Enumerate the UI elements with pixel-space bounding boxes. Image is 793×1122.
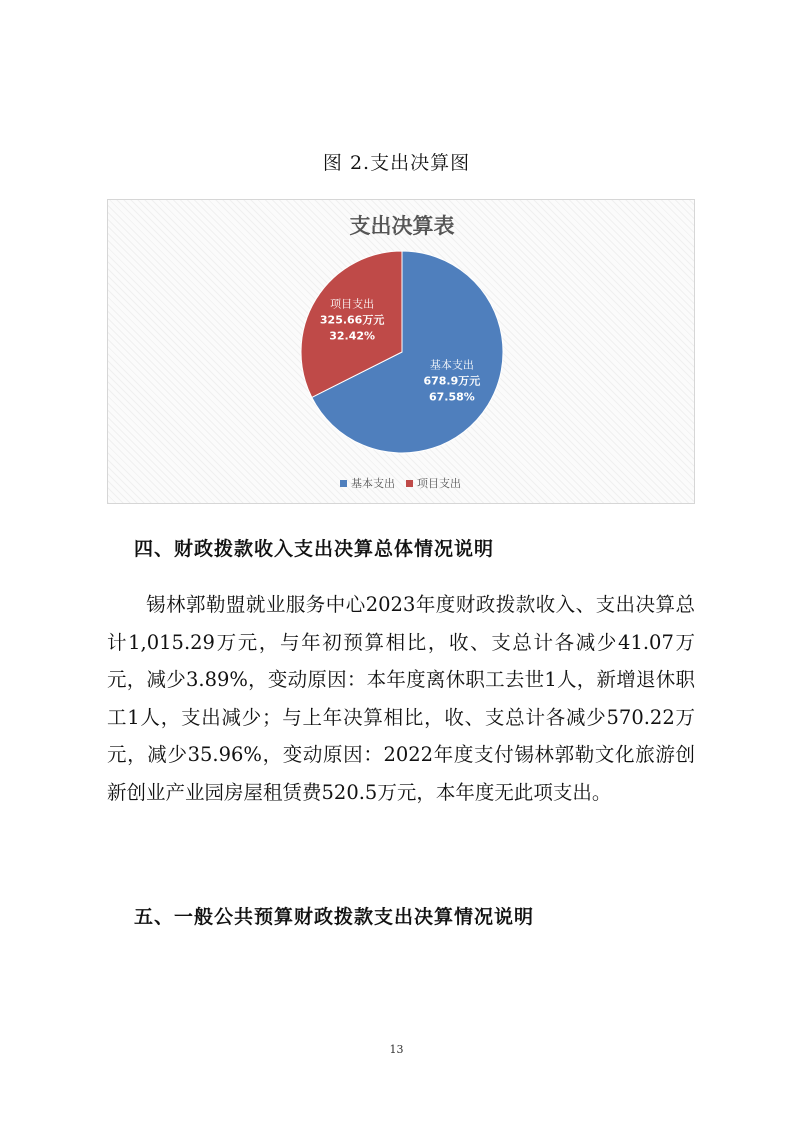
pie-chart xyxy=(107,199,695,504)
section-4-body xyxy=(107,586,695,811)
figure-caption: 图 2.支出决算图 xyxy=(322,152,471,174)
section-heading-5: 五、一般公共预算财政拨款支出决算情况说明 xyxy=(134,906,535,928)
section-4-paragraph: 锡林郭勒盟就业服务中心2023年度财政拨款收入、支出决算总计1,015.29万元，与年初预算相比，收、支总计各减少41.07万元，减少3.89%，变动原因：本年度离休职工去世1人，新增退休职工1人，支出减少；与上年决算相比，收、支总计各减少570.22万元，减少35.96%，变动原因：2022年度支付锡林郭勒文化旅游创新创业产业园房屋租赁费520.5万元，本年度无此项支出。 xyxy=(107,593,695,804)
section-heading-4: 四、财政拨款收入支出决算总体情况说明 xyxy=(134,538,495,560)
slice-1-category-label: 基本支出 xyxy=(429,358,474,372)
page-number: 13 xyxy=(389,1043,404,1056)
slice-1-percent-label: 67.58% xyxy=(428,390,475,404)
slice-2-percent-label: 32.42% xyxy=(329,329,376,343)
slice-2-category-label: 项目支出 xyxy=(330,297,375,311)
legend-swatch-2 xyxy=(406,480,413,487)
chart-title: 支出决算表 xyxy=(349,214,455,238)
slice-2-value-label: 325.66万元 xyxy=(319,313,385,327)
legend-label-2: 项目支出 xyxy=(417,477,461,490)
legend-swatch-1 xyxy=(340,480,347,487)
pie-chart-svg xyxy=(108,200,696,505)
legend-label-1: 基本支出 xyxy=(351,477,395,490)
slice-1-value-label: 678.9万元 xyxy=(423,374,481,388)
